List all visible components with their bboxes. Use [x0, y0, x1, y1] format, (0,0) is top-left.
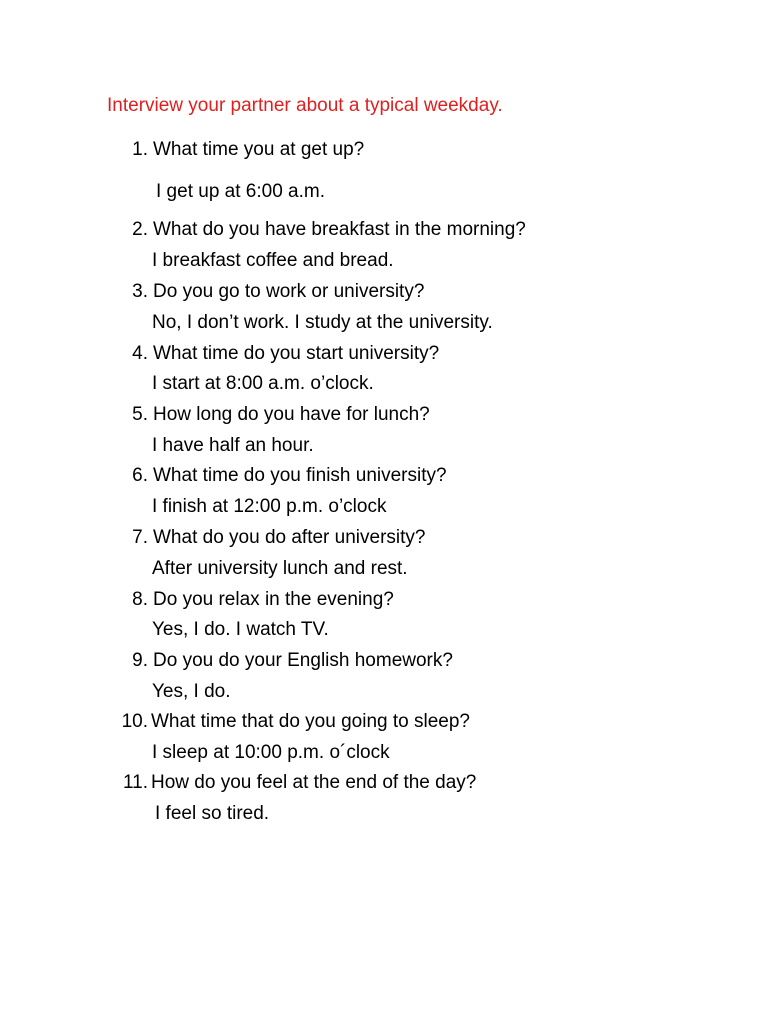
item-answer: I start at 8:00 a.m. o’clock.: [152, 373, 374, 394]
list-item: [0, 218, 768, 242]
item-question: What time you at get up?: [153, 139, 365, 160]
item-number: 1.: [132, 139, 148, 160]
item-answer: I have half an hour.: [152, 435, 314, 456]
document-heading: Interview your partner about a typical weekday.: [107, 95, 503, 116]
item-question: What time that do you going to sleep?: [151, 711, 470, 732]
list-item: [0, 588, 768, 612]
item-question: What do you have breakfast in the morning?: [153, 219, 526, 240]
list-item: [0, 710, 768, 734]
list-item: [0, 280, 768, 304]
list-item: [0, 403, 768, 427]
list-item: [0, 138, 768, 162]
item-question: What time do you finish university?: [153, 465, 447, 486]
list-item: [0, 526, 768, 550]
item-number: 5.: [132, 404, 148, 425]
item-answer: I finish at 12:00 p.m. o’clock: [152, 496, 387, 517]
item-question: Do you relax in the evening?: [153, 589, 394, 610]
item-number: 10.: [121, 711, 148, 732]
item-answer: I feel so tired.: [155, 803, 270, 824]
list-item: [0, 649, 768, 673]
item-answer: No, I don’t work. I study at the university.: [152, 312, 493, 333]
item-answer: Yes, I do. I watch TV.: [152, 619, 329, 640]
item-question: What do you do after university?: [153, 527, 426, 548]
item-answer: I breakfast coffee and bread.: [152, 250, 394, 271]
item-question: Do you do your English homework?: [153, 650, 453, 671]
item-number: 3.: [132, 281, 148, 302]
item-number: 2.: [132, 219, 148, 240]
list-item: [0, 464, 768, 488]
item-answer: Yes, I do.: [152, 681, 231, 702]
item-question: How do you feel at the end of the day?: [151, 772, 477, 793]
item-answer: I sleep at 10:00 p.m. o´clock: [152, 742, 390, 763]
item-question: What time do you start university?: [153, 343, 440, 364]
item-answer: After university lunch and rest.: [152, 558, 408, 579]
item-number: 7.: [132, 527, 148, 548]
item-number: 4.: [132, 343, 148, 364]
item-answer: I get up at 6:00 a.m.: [156, 181, 325, 202]
item-question: Do you go to work or university?: [153, 281, 425, 302]
item-number: 6.: [132, 465, 148, 486]
list-item: [0, 771, 768, 795]
item-number: 9.: [132, 650, 148, 671]
item-number: 11.: [122, 772, 148, 793]
list-item: [0, 342, 768, 366]
item-question: How long do you have for lunch?: [153, 404, 430, 425]
item-number: 8.: [132, 589, 148, 610]
